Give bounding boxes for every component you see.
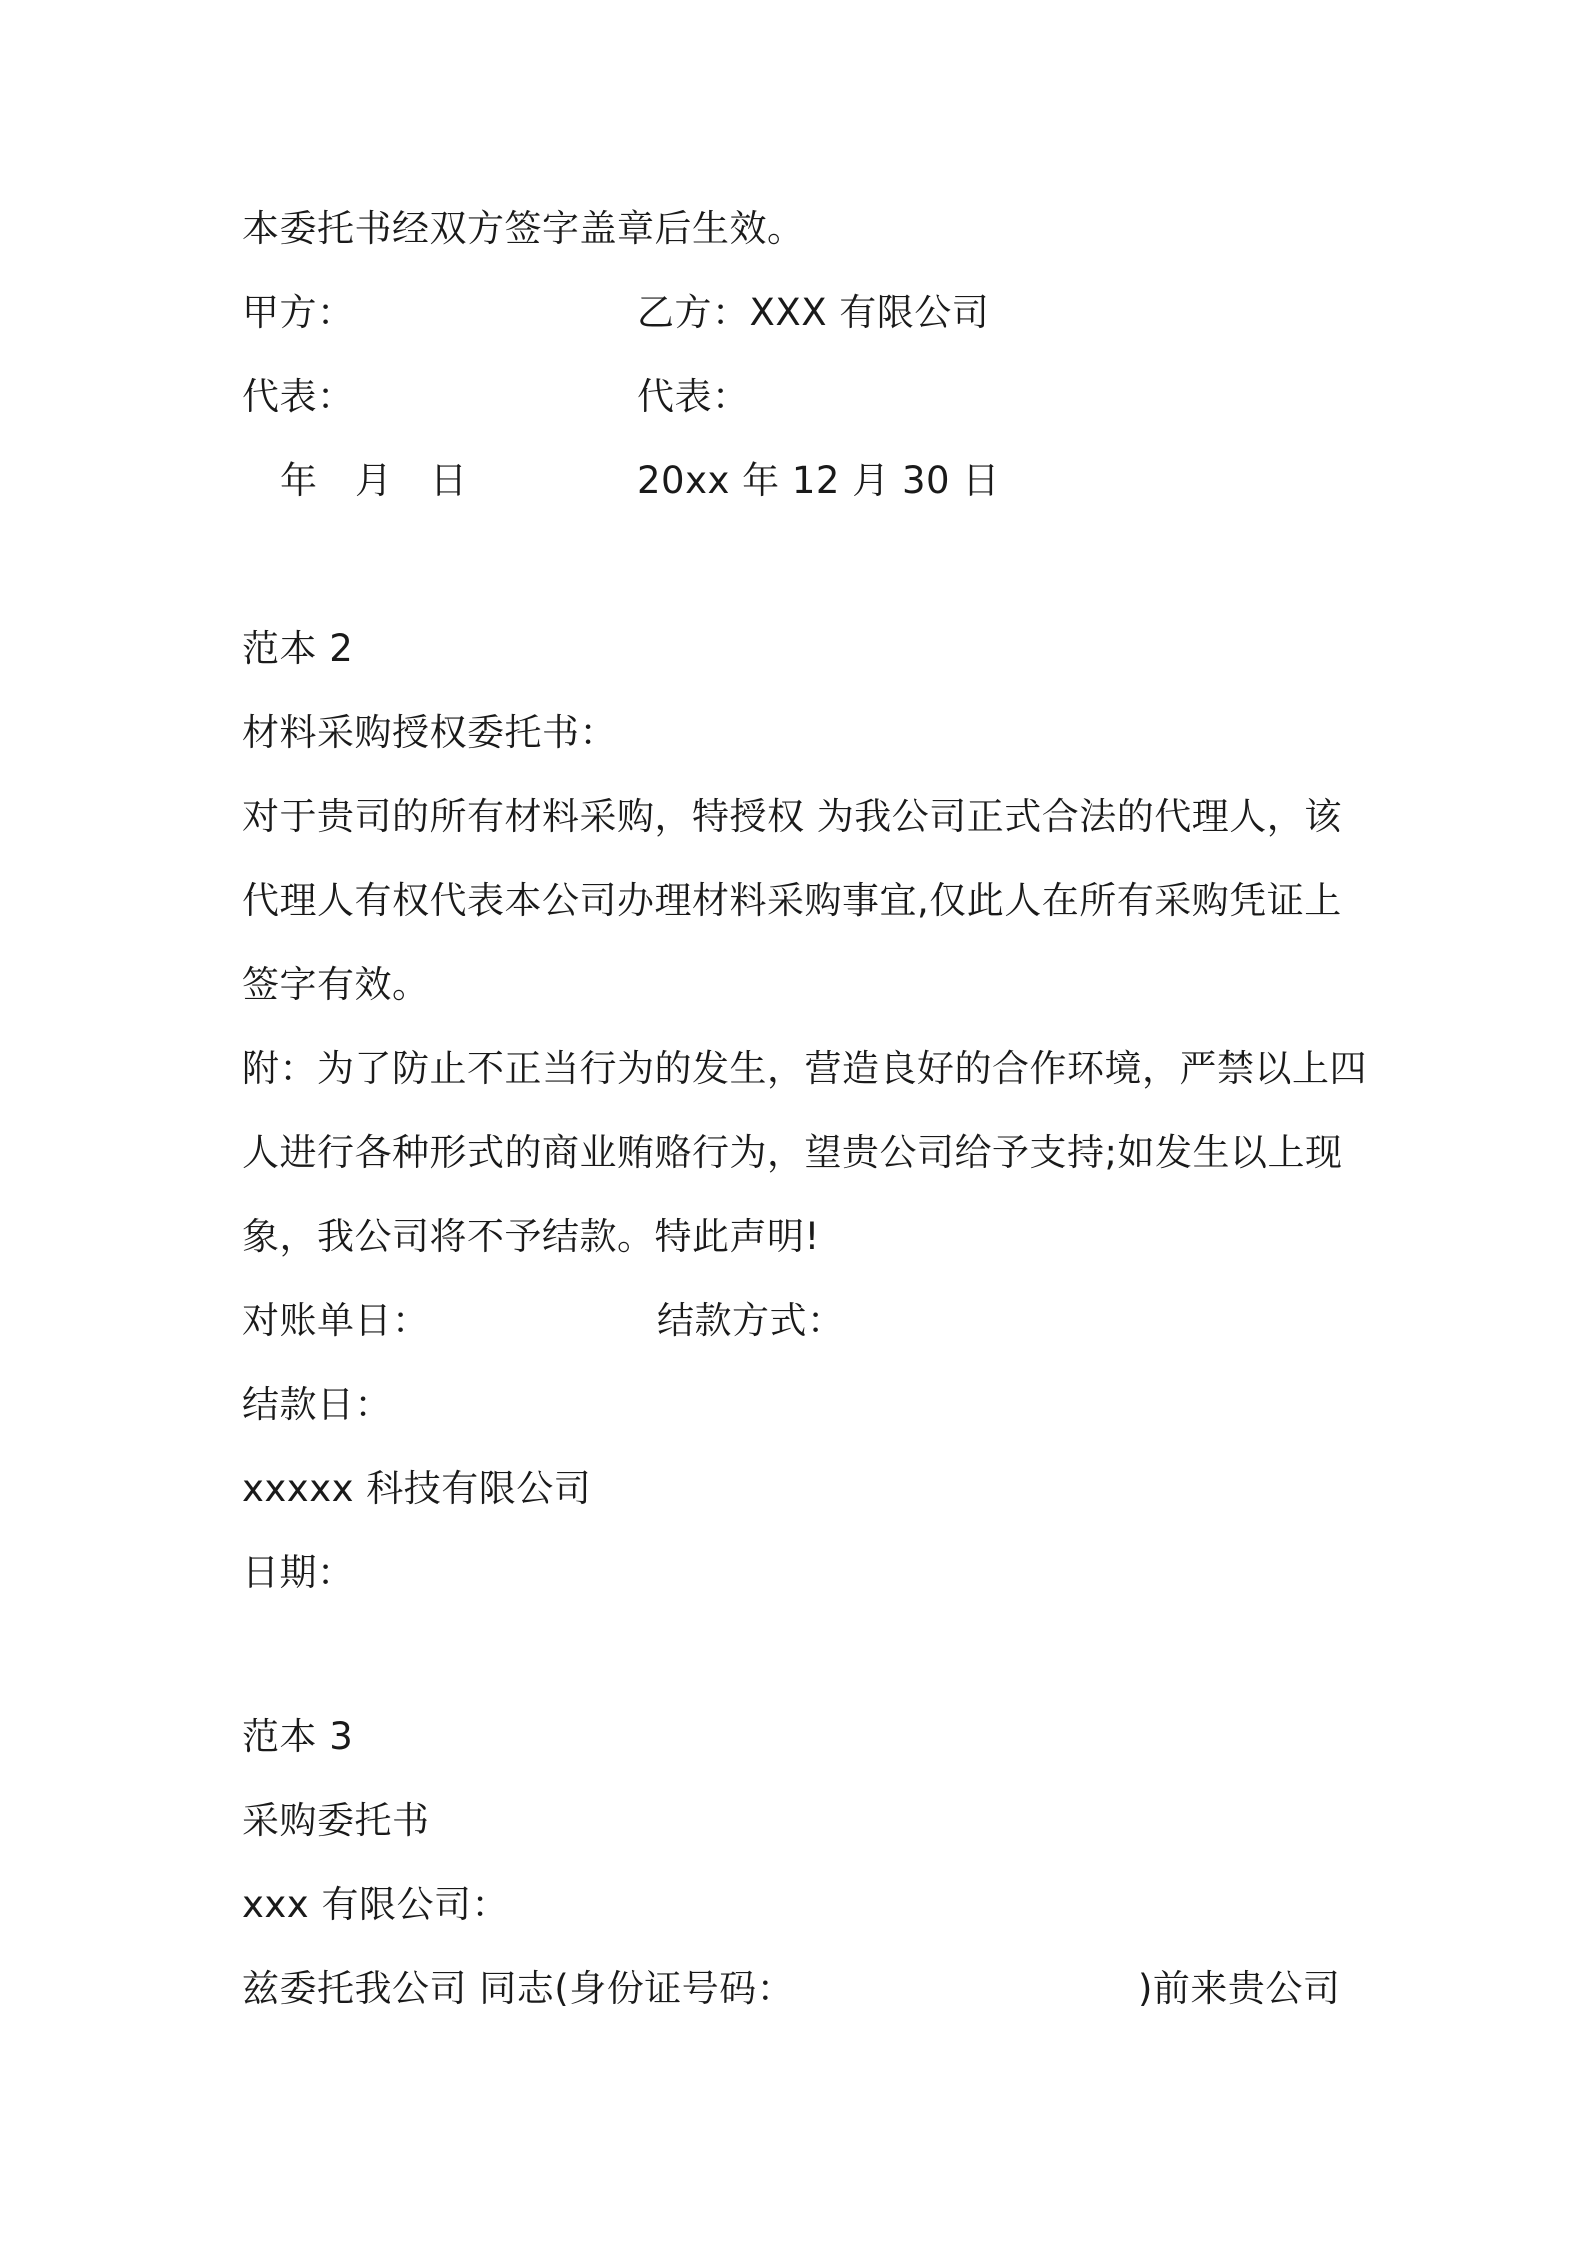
company-name: xxxxx 科技有限公司	[242, 1467, 592, 1510]
section2-title: 材料采购授权委托书：	[242, 711, 617, 754]
section3-title: 采购委托书	[242, 1799, 430, 1842]
party-b-label: 乙方：XXX 有限公司	[637, 291, 990, 334]
rep-a-label: 代表：	[242, 375, 355, 418]
section2-body-line: 人进行各种形式的商业贿赂行为，望贵公司给予支持;如发生以上现	[242, 1131, 1343, 1174]
effective-clause: 本委托书经双方签字盖章后生效。	[242, 207, 805, 250]
section3-heading: 范本 3	[242, 1715, 354, 1758]
section2-body-line: 签字有效。	[242, 963, 430, 1006]
section2-heading: 范本 2	[242, 627, 354, 670]
party-a-label: 甲方：	[242, 291, 355, 334]
section2-body-line: 附：为了防止不正当行为的发生，营造良好的合作环境，严禁以上四	[242, 1047, 1367, 1090]
section3-body-end: )前来贵公司	[1138, 1967, 1341, 2010]
section3-body-start: 兹委托我公司 同志(身份证号码：	[242, 1967, 795, 2010]
date-a: 年 月 日	[280, 459, 468, 502]
payment-date-label: 结款日：	[242, 1383, 392, 1426]
addressee: xxx 有限公司：	[242, 1883, 509, 1926]
statement-date-label: 对账单日：	[242, 1299, 430, 1342]
payment-method-label: 结款方式：	[657, 1299, 845, 1342]
rep-b-label: 代表：	[637, 375, 750, 418]
date-label: 日期：	[242, 1551, 355, 1594]
date-b: 20xx 年 12 月 30 日	[637, 459, 1000, 502]
section2-body-line: 对于贵司的所有材料采购，特授权 为我公司正式合法的代理人，该	[242, 795, 1342, 838]
section2-body-line: 象，我公司将不予结款。特此声明!	[242, 1215, 820, 1258]
section2-body-line: 代理人有权代表本公司办理材料采购事宜,仅此人在所有采购凭证上	[242, 879, 1342, 922]
